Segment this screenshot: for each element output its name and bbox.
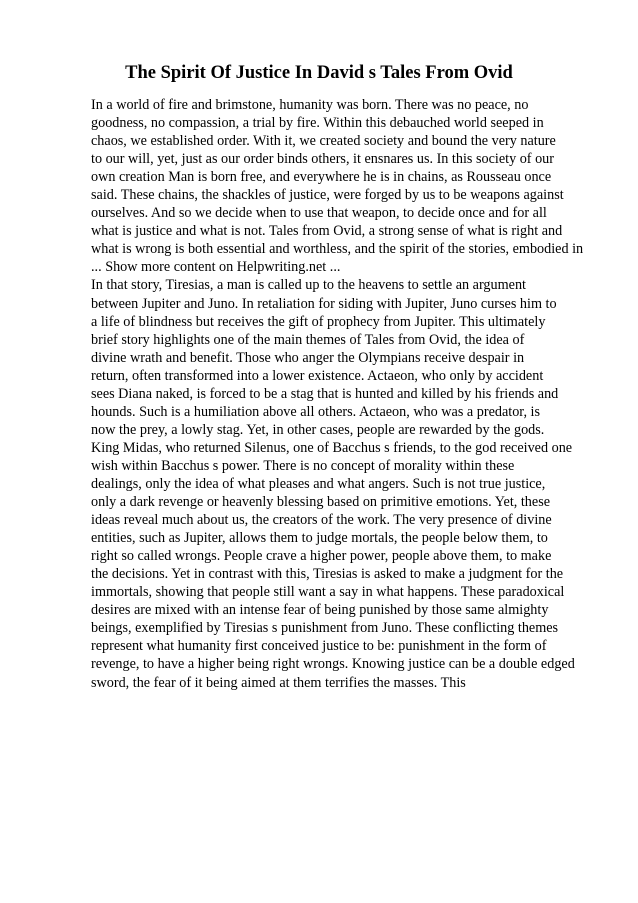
- body-line: the decisions. Yet in contrast with this, Tiresias is asked to make a judgment for the: [91, 566, 564, 583]
- body-line: said. These chains, the shackles of justice, were forged by us to be weapons against: [91, 187, 564, 204]
- body-line: wish within Bacchus s power. There is no concept of morality within these: [91, 457, 515, 474]
- body-line: between Jupiter and Juno. In retaliation for siding with Jupiter, Juno curses him to: [91, 295, 557, 312]
- body-line: sword, the fear of it being aimed at them terrifies the masses. This: [91, 674, 466, 691]
- body-line: ourselves. And so we decide when to use that weapon, to decide once and for all: [91, 205, 547, 222]
- body-line: what is wrong is both essential and worthless, and the spirit of the stories, embodied in: [91, 241, 584, 258]
- body-line: only a dark revenge or heavenly blessing based on primitive emotions. Yet, these: [91, 494, 551, 511]
- body-line: a life of blindness but receives the gift of prophecy from Jupiter. This ultimately: [91, 313, 546, 330]
- body-line: hounds. Such is a humiliation above all others. Actaeon, who was a predator, is: [91, 403, 541, 420]
- body-line: sees Diana naked, is forced to be a stag that is hunted and killed by his friends and: [91, 385, 559, 402]
- body-line: entities, such as Jupiter, allows them to judge mortals, the people below them, to: [91, 530, 548, 547]
- body-line: revenge, to have a higher being right wrongs. Knowing justice can be a double edged: [91, 656, 575, 673]
- show-more-line: ... Show more content on Helpwriting.net ...: [91, 259, 341, 276]
- body-line: to our will, yet, just as our order binds others, it ensnares us. In this society of our: [91, 151, 554, 168]
- document-title: The Spirit Of Justice In David s Tales From Ovid: [125, 63, 513, 83]
- body-line: now the prey, a lowly stag. Yet, in other cases, people are rewarded by the gods.: [91, 421, 545, 438]
- body-line: chaos, we established order. With it, we created society and bound the very nature: [91, 133, 556, 150]
- body-line: ideas reveal much about us, the creators of the work. The very presence of divine: [91, 512, 552, 529]
- body-line: right so called wrongs. People crave a higher power, people above them, to make: [91, 548, 552, 565]
- body-line: dealings, only the idea of what pleases and what angers. Such is not true justice,: [91, 475, 546, 492]
- body-line: goodness, no compassion, a trial by fire. Within this debauched world seeped in: [91, 115, 544, 132]
- body-line: return, often transformed into a lower existence. Actaeon, who only by accident: [91, 367, 544, 384]
- body-line: brief story highlights one of the main themes of Tales from Ovid, the idea of: [91, 331, 525, 348]
- body-line: immortals, showing that people still want a say in what happens. These paradoxical: [91, 584, 565, 601]
- body-line: In that story, Tiresias, a man is called up to the heavens to settle an argument: [91, 277, 526, 294]
- body-line: divine wrath and benefit. Those who anger the Olympians receive despair in: [91, 349, 525, 366]
- body-line: what is justice and what is not. Tales from Ovid, a strong sense of what is right and: [91, 223, 563, 240]
- body-line: beings, exemplified by Tiresias s punishment from Juno. These conflicting themes: [91, 620, 559, 637]
- document-body: [91, 96, 611, 692]
- body-line: represent what humanity first conceived justice to be: punishment in the form of: [91, 638, 547, 655]
- body-line: own creation Man is born free, and everywhere he is in chains, as Rousseau once: [91, 169, 552, 186]
- body-line: King Midas, who returned Silenus, one of Bacchus s friends, to the god received one: [91, 439, 573, 456]
- body-line: In a world of fire and brimstone, humanity was born. There was no peace, no: [91, 97, 529, 113]
- body-line: desires are mixed with an intense fear of being punished by those same almighty: [91, 602, 549, 619]
